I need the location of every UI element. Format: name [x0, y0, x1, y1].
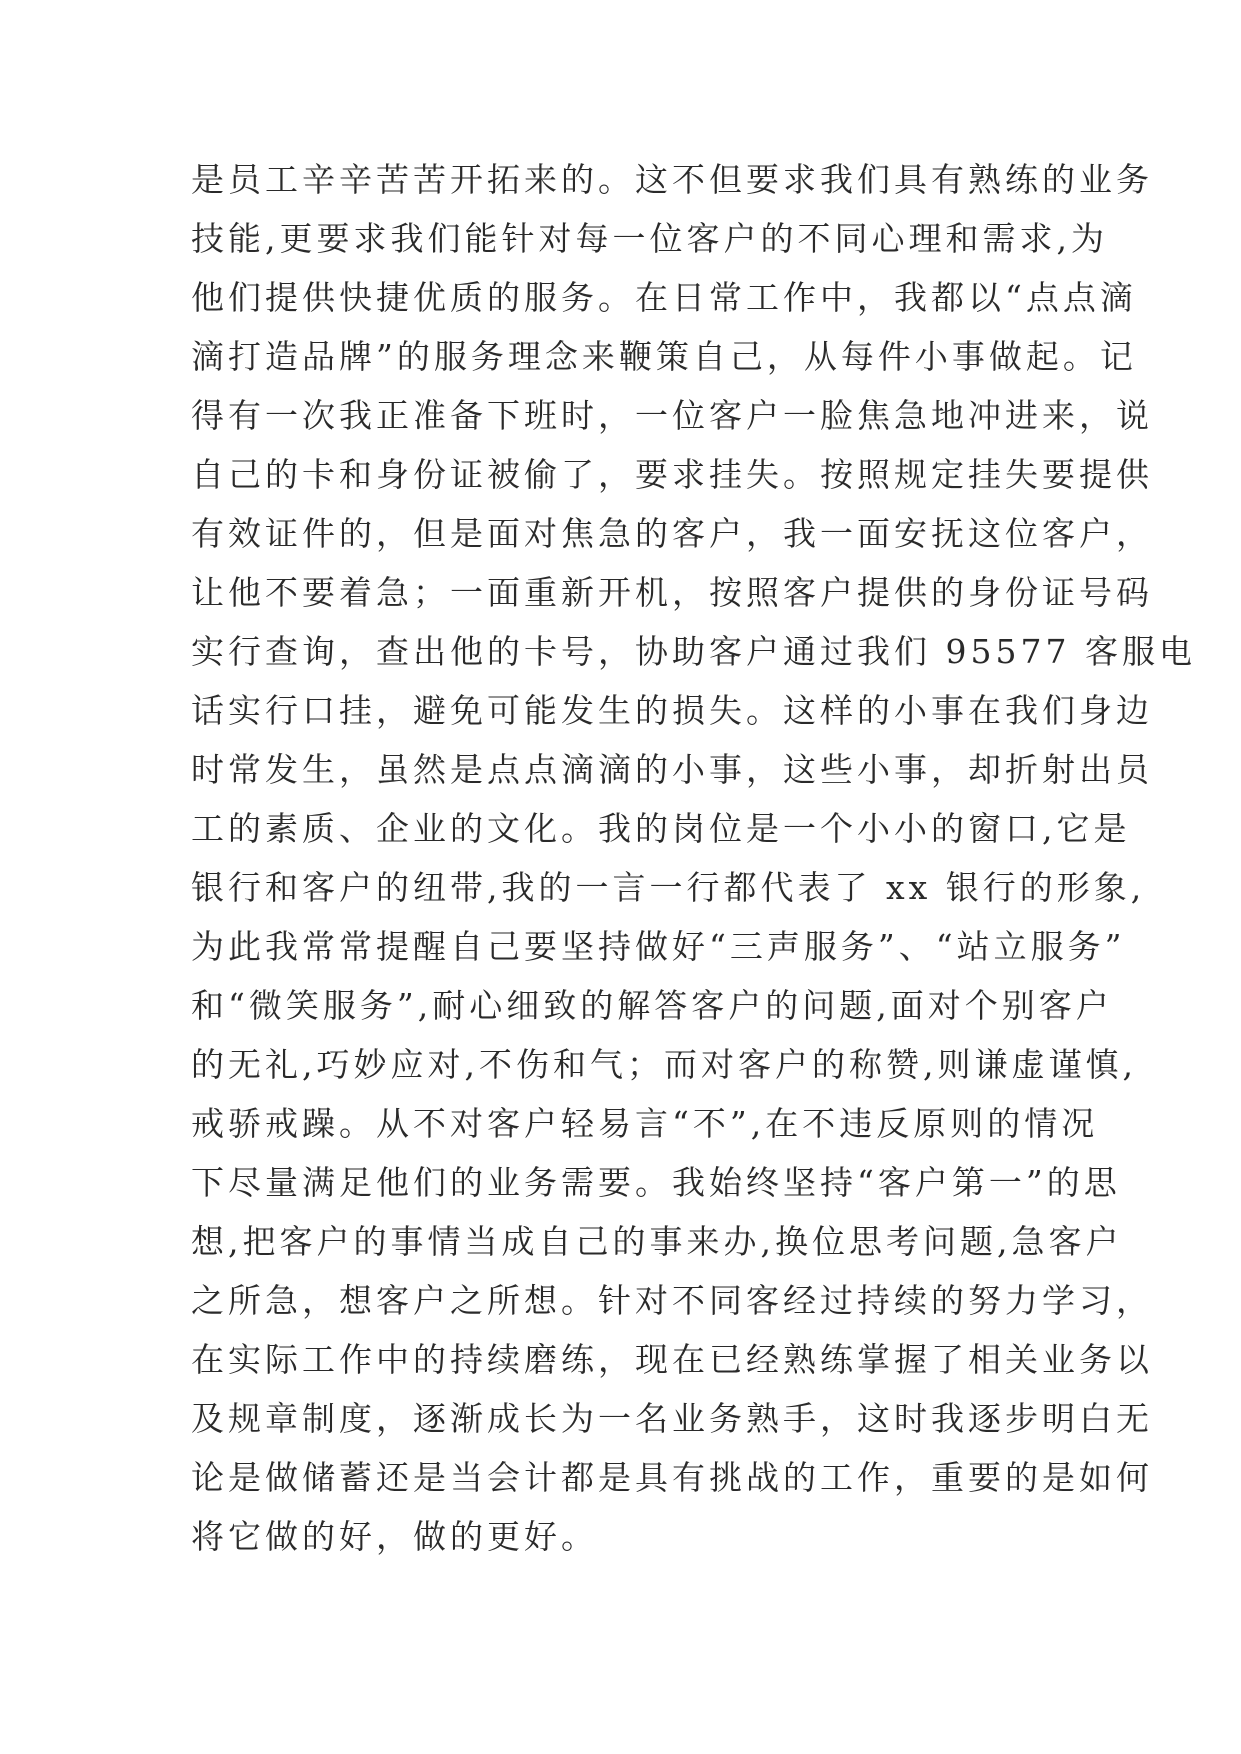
- text-line: 和“微笑服务”,耐心细致的解答客户的问题,面对个别客户: [191, 986, 1113, 1025]
- text-line: 的无礼,巧妙应对,不伤和气；而对客户的称赞,则谦虚谨慎,: [191, 1045, 1137, 1084]
- text-line: 将它做的好，做的更好。: [191, 1517, 598, 1556]
- body-paragraph: [191, 150, 1196, 1566]
- text-line: 是员工辛辛苦苦开拓来的。这不但要求我们具有熟练的业务: [191, 160, 1153, 199]
- text-line: 技能,更要求我们能针对每一位客户的不同心理和需求,为: [191, 219, 1108, 258]
- text-line: 自己的卡和身份证被偷了，要求挂失。按照规定挂失要提供: [191, 455, 1153, 494]
- text-line: 下尽量满足他们的业务需要。我始终坚持“客户第一”的思: [191, 1163, 1121, 1202]
- text-line: 话实行口挂，避免可能发生的损失。这样的小事在我们身边: [191, 691, 1153, 730]
- text-line: 有效证件的，但是面对焦急的客户，我一面安抚这位客户，: [191, 514, 1153, 553]
- text-line: 论是做储蓄还是当会计都是具有挑战的工作，重要的是如何: [191, 1458, 1153, 1497]
- text-line: 及规章制度，逐渐成长为一名业务熟手，这时我逐步明白无: [191, 1399, 1153, 1438]
- text-line: 在实际工作中的持续磨练，现在已经熟练掌握了相关业务以: [191, 1340, 1153, 1379]
- text-line: 让他不要着急；一面重新开机，按照客户提供的身份证号码: [191, 573, 1153, 612]
- text-line: 为此我常常提醒自己要坚持做好“三声服务”、“站立服务”: [191, 927, 1126, 966]
- text-line: 之所急，想客户之所想。针对不同客经过持续的努力学习，: [191, 1281, 1153, 1320]
- text-line: 银行和客户的纽带,我的一言一行都代表了 xx 银行的形象,: [191, 868, 1146, 907]
- text-line: 时常发生，虽然是点点滴滴的小事，这些小事，却折射出员: [191, 750, 1153, 789]
- text-line: 工的素质、企业的文化。我的岗位是一个小小的窗口,它是: [191, 809, 1131, 848]
- text-line: 滴打造品牌”的服务理念来鞭策自己，从每件小事做起。记: [191, 337, 1137, 376]
- text-line: 他们提供快捷优质的服务。在日常工作中，我都以“点点滴: [191, 278, 1137, 317]
- text-line: 实行查询，查出他的卡号，协助客户通过我们 95577 客服电: [191, 632, 1196, 671]
- text-line: 得有一次我正准备下班时，一位客户一脸焦急地冲进来，说: [191, 396, 1153, 435]
- text-line: 戒骄戒躁。从不对客户轻易言“不”,在不违反原则的情况: [191, 1104, 1099, 1143]
- text-line: 想,把客户的事情当成自己的事来办,换位思考问题,急客户: [191, 1222, 1123, 1261]
